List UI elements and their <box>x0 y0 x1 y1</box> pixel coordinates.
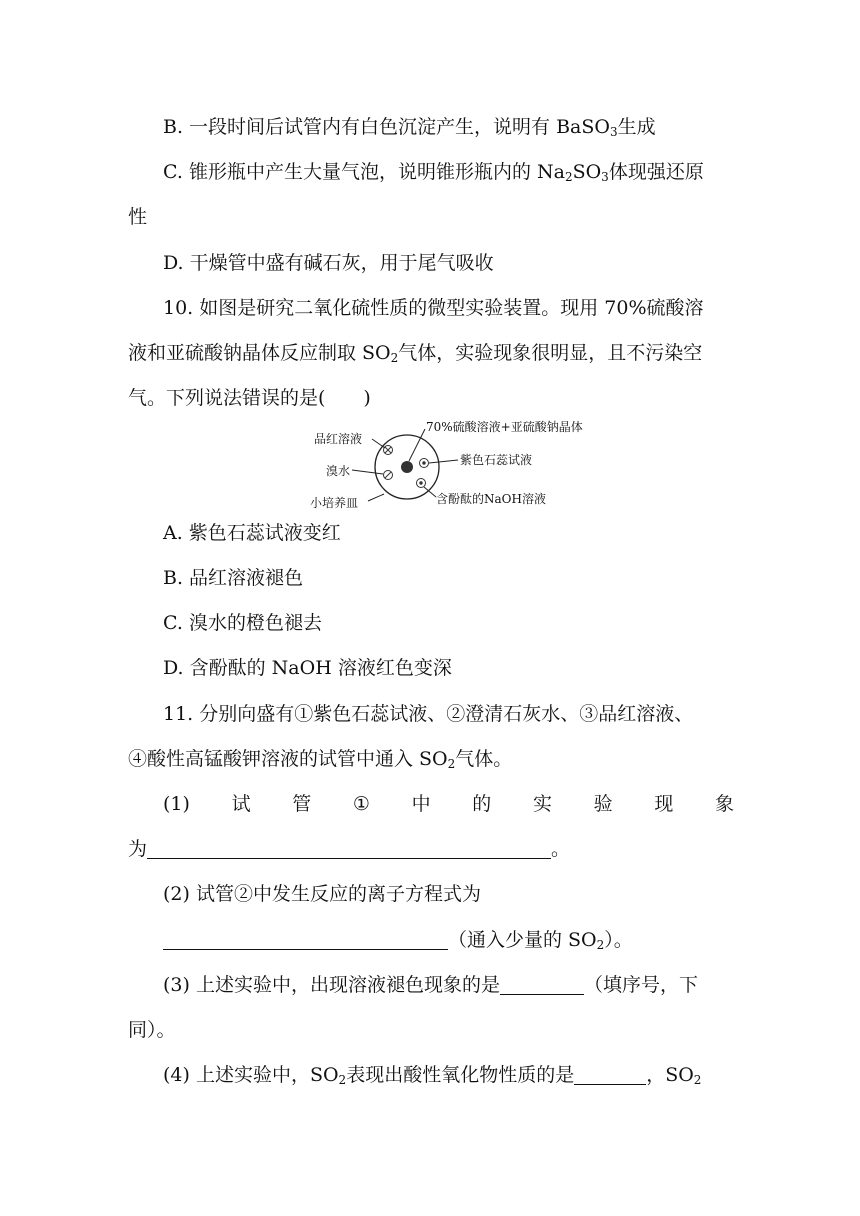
well-naoh <box>417 479 426 488</box>
q11-part2-line1: (2) 试管②中发生反应的离子方程式为 <box>163 883 481 905</box>
q11-stem-line1: 11. 分别向盛有①紫色石蕊试液、②澄清石灰水、③品红溶液、 <box>163 703 694 725</box>
q10-stem-line2: 液和亚硫酸钠晶体反应制取 $SO_2$气体，实验现象很明显，且不污染空 <box>128 342 703 365</box>
q11-part2-line2: （通入少量的 $SO_2$）。 <box>163 928 633 952</box>
answer-blank-4[interactable] <box>574 1064 646 1085</box>
q10-option-b: B. 品红溶液褪色 <box>163 567 304 589</box>
center-reagent-dot <box>401 461 413 473</box>
label-dish: 小培养皿 <box>310 496 359 510</box>
q11-part4-line1: (4) 上述实验中，$SO_2$表现出酸性氧化物性质的是 ，$SO_2$ <box>163 1064 702 1087</box>
q11-stem-line2: ④酸性高锰酸钾溶液的试管中通入 $SO_2$气体。 <box>128 748 513 771</box>
answer-blank-3[interactable] <box>500 974 584 995</box>
q11-part1-line2: 为 。 <box>128 838 571 860</box>
q11-part3-line1: (3) 上述实验中，出现溶液褪色现象的是 （填序号，下 <box>163 974 698 996</box>
q10-stem-line1: 10. 如图是研究二氧化硫性质的微型实验装置。现用 70%硫酸溶 <box>163 297 704 319</box>
q10-option-a: A. 紫色石蕊试液变红 <box>163 522 341 544</box>
label-litmus: 紫色石蕊试液 <box>460 453 533 467</box>
answer-blank-2[interactable] <box>163 929 448 950</box>
q10-option-d: D. 含酚酞的 NaOH 溶液红色变深 <box>163 657 452 679</box>
well-litmus <box>420 459 429 468</box>
q9-option-c: C. 锥形瓶中产生大量气泡，说明锥形瓶内的 $Na_2SO_3$体现强还原 <box>163 161 704 184</box>
answer-blank-1[interactable] <box>147 838 551 859</box>
label-pinhong: 品红溶液 <box>314 432 363 446</box>
q10-stem-line3: 气。下列说法错误的是( ) <box>128 387 371 409</box>
well-xiushui <box>384 471 393 480</box>
label-xiushui: 溴水 <box>326 464 351 478</box>
q10-option-c: C. 溴水的橙色褪去 <box>163 612 322 634</box>
label-acid: 70%硫酸溶液+亚硫酸钠晶体 <box>426 420 583 434</box>
label-naoh: 含酚酞的NaOH溶液 <box>436 492 546 506</box>
q9-option-b: B. 一段时间后试管内有白色沉淀产生，说明有 BaSO$_3$生成 <box>163 116 656 139</box>
q9-option-d: D. 干燥管中盛有碱石灰，用于尾气吸收 <box>163 252 494 274</box>
q9-option-c-wrap: 性 <box>128 206 148 228</box>
micro-experiment-diagram <box>300 415 610 515</box>
q11-part1-line1: (1) 试 管 ① 中 的 实 验 现 象 <box>163 793 734 815</box>
q11-part3-line2: 同）。 <box>128 1019 176 1041</box>
well-pinhong <box>384 446 393 455</box>
